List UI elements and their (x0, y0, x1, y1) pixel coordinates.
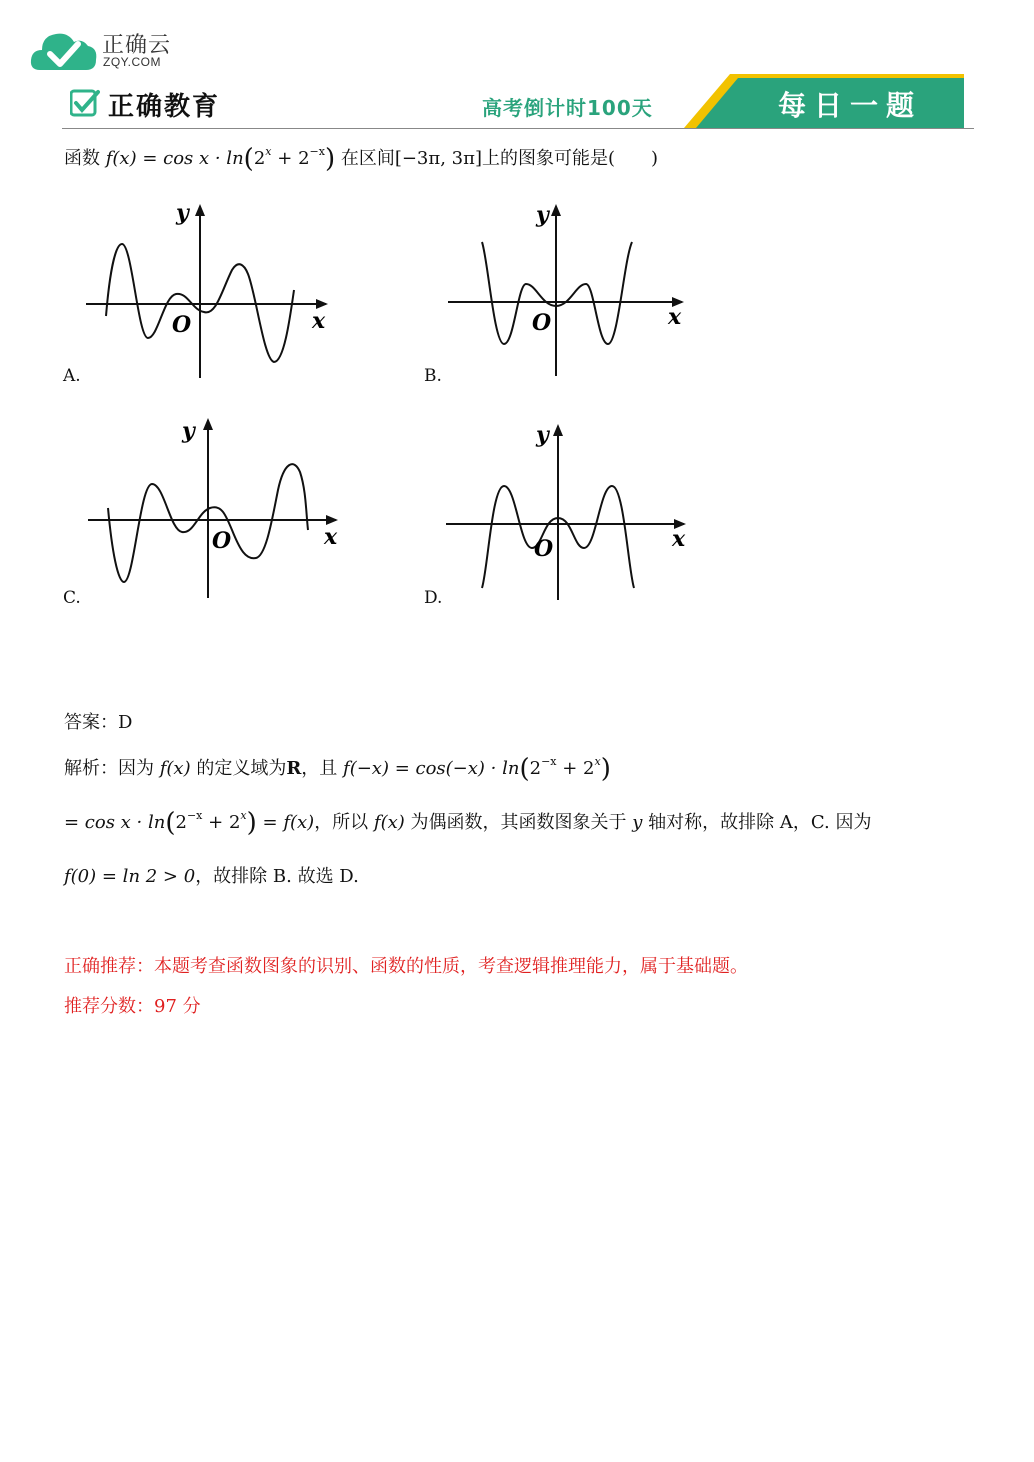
analysis-l2-b1: 2 (175, 812, 187, 833)
question-base2: 2 (298, 148, 310, 169)
question-base1: 2 (253, 148, 266, 169)
paren-open: ( (519, 754, 530, 784)
analysis-l1-plus: + (562, 758, 578, 779)
option-b-origin: O (532, 310, 552, 336)
option-b-label: B. (424, 366, 442, 386)
analysis-line-1 (64, 754, 611, 784)
analysis-l1-b: 的定义域为 (196, 758, 287, 779)
analysis-l2-b: 为偶函数，其函数图象关于 (410, 812, 627, 833)
recommend-text: 正确推荐：本题考查函数图象的识别、函数的性质，考查逻辑推理能力，属于基础题。 (64, 956, 748, 977)
analysis-l1-c: ，且 (301, 758, 338, 779)
paren-close: ) (246, 808, 257, 838)
option-c-x-label: x (324, 524, 338, 550)
answer-value: D (118, 712, 133, 733)
option-c-graph (80, 412, 350, 602)
question-interval: [−3π, 3π] (394, 148, 482, 169)
option-d-graph (444, 418, 704, 603)
analysis-l1-fx: f(x) (159, 758, 191, 779)
option-a-y-label: y (176, 200, 189, 226)
analysis-line-2 (64, 808, 871, 838)
countdown-text: 高考倒计时100天 (482, 96, 653, 120)
option-c-origin: O (212, 528, 232, 554)
check-box-icon (70, 88, 100, 118)
analysis-l1-e2: x (594, 755, 601, 768)
option-d-x-label: x (672, 526, 686, 552)
analysis-l1-a: 解析：因为 (64, 758, 154, 779)
question-suffix: 上的图象可能是( ) (481, 148, 659, 169)
answer-label: 答案： (64, 712, 118, 733)
question-prefix: 函数 (64, 148, 100, 169)
cloud-brand-name: 正确云 (102, 33, 172, 58)
option-d-y-label: y (536, 422, 549, 448)
analysis-l2-e2: x (240, 809, 247, 822)
analysis-l1-r: R (286, 758, 302, 779)
question-text (64, 144, 658, 174)
analysis-l2-fx: f(x) (373, 812, 405, 833)
analysis-l2-eq: = f(x) (262, 812, 315, 833)
question-exp2: −x (309, 145, 325, 158)
question-func: f(x) = cos x · ln (105, 148, 244, 169)
option-b-x-label: x (668, 304, 682, 330)
option-b-y-label: y (536, 202, 549, 228)
analysis-l2-y: y (632, 812, 643, 833)
option-b-graph (444, 198, 704, 383)
analysis-line-3 (64, 862, 359, 888)
analysis-l1-b1: 2 (529, 758, 542, 779)
cloud-brand-domain: ZQY.COM (103, 55, 161, 69)
recommend-score: 推荐分数：97 分 (64, 996, 201, 1017)
question-exp1: x (265, 145, 272, 158)
header-divider (62, 128, 974, 129)
option-a-x-label: x (312, 308, 326, 334)
answer-line (64, 708, 132, 734)
analysis-l2-expr: = cos x · ln (64, 812, 166, 833)
paren-close: ) (600, 754, 611, 784)
analysis-l3-expr: f(0) = ln 2 > 0 (64, 866, 196, 887)
analysis-l2-e1: −x (186, 809, 203, 822)
paren-open: ( (165, 808, 176, 838)
analysis-l2-a: ，所以 (314, 812, 369, 833)
paren-close: ) (324, 144, 336, 174)
analysis-l1-e1: −x (541, 755, 557, 768)
question-plus: + (277, 148, 293, 169)
analysis-l3-a: ，故排除 B. 故选 D. (195, 866, 359, 887)
paren-open: ( (243, 144, 254, 174)
analysis-l1-b2: 2 (583, 758, 595, 779)
daily-title: 每日一题 (778, 89, 923, 122)
option-a-origin: O (172, 312, 192, 338)
option-d-label: D. (424, 588, 443, 608)
option-a-label: A. (63, 366, 81, 386)
analysis-l2-plus: + (208, 812, 224, 833)
analysis-l2-c: 轴对称，故排除 A，C. 因为 (648, 812, 872, 833)
option-c-y-label: y (182, 418, 195, 444)
analysis-l1-expr: f(−x) = cos(−x) · ln (343, 758, 520, 779)
analysis-l2-b2: 2 (228, 812, 241, 833)
option-d-origin: O (534, 536, 554, 562)
option-a-graph (80, 198, 340, 383)
brand-title: 正确教育 (108, 92, 221, 122)
option-c-label: C. (63, 588, 81, 608)
question-mid: 在区间 (340, 148, 395, 169)
